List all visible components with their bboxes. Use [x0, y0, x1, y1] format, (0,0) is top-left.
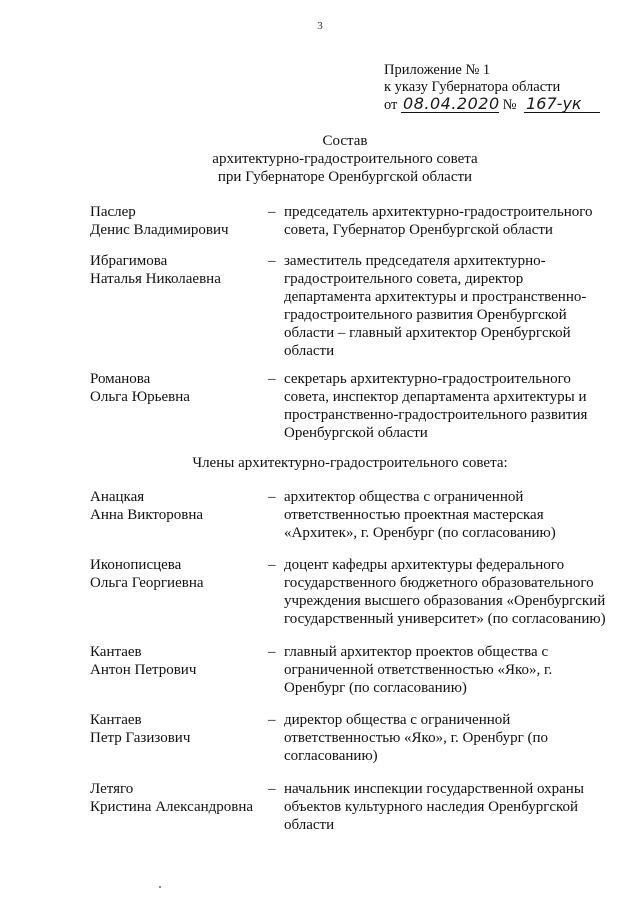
- appendix-line-3: [384, 96, 600, 114]
- scan-dot: [159, 886, 161, 888]
- page-number: 3: [317, 20, 323, 32]
- decree-number: 167-ук: [524, 96, 600, 113]
- member-role: начальник инспекции государственной охраны объектов культурного наследия Оренбургской области: [284, 781, 584, 833]
- appendix-line-1: Приложение № 1: [384, 62, 491, 78]
- person-surname: Ибрагимова: [90, 253, 168, 269]
- member-name: [90, 711, 260, 747]
- member-role: архитектор общества с ограниченной ответственностью проектная мастерская «Архитек», г. Оренбург (по согласованию): [284, 489, 556, 541]
- person-given-name: Ольга Юрьевна: [90, 389, 190, 405]
- dash: –: [268, 781, 276, 797]
- member-given-name: Ольга Георгиевна: [90, 575, 204, 591]
- dash: –: [268, 712, 276, 728]
- number-sign: №: [502, 97, 517, 113]
- person-role: заместитель председателя архитектурно-градостроительного совета, директор департамента архитектуры и пространственно-градостроительного развития Оренбургской области – главный архитектор Оренбургской области: [284, 253, 587, 359]
- member-surname: Кантаев: [90, 644, 142, 660]
- member-given-name: Кристина Александровна: [90, 799, 254, 815]
- member-role: доцент кафедры архитектуры федерального государственного бюджетного образовательного учреждения высшего образования «Оренбургский государственный университет» (по согласованию): [284, 557, 606, 627]
- person-role: секретарь архитектурно-градостроительного совета, инспектор департамента архитектуры и пространственно-градостроительного развития Оренбургской области: [284, 371, 588, 441]
- members-heading: Члены архитектурно-градостроительного совета:: [192, 455, 508, 471]
- member-surname: Анацкая: [90, 489, 145, 505]
- person-given-name: Наталья Николаевна: [90, 271, 221, 287]
- member-name: [90, 556, 260, 592]
- member-name: [90, 780, 260, 816]
- date-prefix: от: [384, 97, 398, 113]
- dash: –: [268, 371, 276, 387]
- dash: –: [268, 253, 276, 269]
- title-line-2: архитектурно-градостроительного совета: [212, 151, 478, 167]
- dash: –: [268, 489, 276, 505]
- dash: –: [268, 644, 276, 660]
- document-title: [0, 132, 640, 186]
- person-name: [90, 252, 260, 288]
- member-surname: Иконописцева: [90, 557, 182, 573]
- title-line-3: при Губернаторе Оренбургской области: [217, 169, 473, 185]
- decree-date: 08.04.2020: [403, 94, 500, 113]
- person-role: председатель архитектурно-градостроительного совета, Губернатор Оренбургской области: [284, 204, 593, 238]
- member-role: главный архитектор проектов общества с ограниченной ответственностью «Яко», г. Оренбург (по согласованию): [284, 644, 553, 696]
- person-given-name: Денис Владимирович: [90, 222, 229, 238]
- title-line-1: Состав: [322, 133, 368, 149]
- person-name: [90, 370, 260, 406]
- appendix-line-2: к указу Губернатора области: [384, 79, 561, 95]
- person-surname: Романова: [90, 371, 151, 387]
- person-name: [90, 203, 260, 239]
- member-given-name: Анна Викторовна: [90, 507, 204, 523]
- member-given-name: Антон Петрович: [90, 662, 197, 678]
- dash: –: [268, 204, 276, 220]
- member-name: [90, 488, 260, 524]
- person-surname: Паслер: [90, 204, 136, 220]
- member-role: директор общества с ограниченной ответственностью «Яко», г. Оренбург (по согласованию): [284, 712, 549, 764]
- dash: –: [268, 557, 276, 573]
- member-given-name: Петр Газизович: [90, 730, 191, 746]
- member-surname: Летяго: [90, 781, 134, 797]
- member-name: [90, 643, 260, 679]
- appendix-header: [384, 62, 600, 114]
- member-surname: Кантаев: [90, 712, 142, 728]
